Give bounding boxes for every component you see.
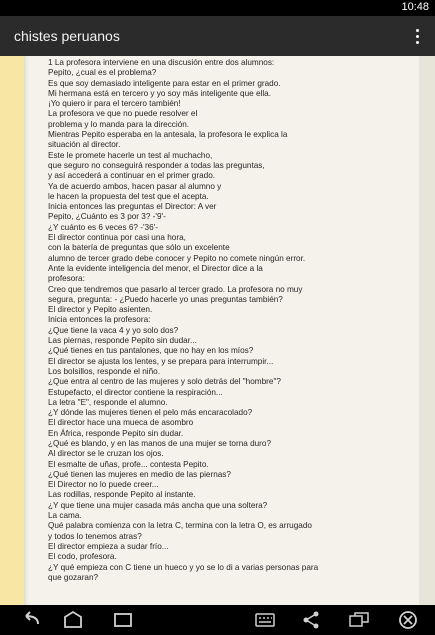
overflow-menu-icon[interactable] [407,24,429,48]
right-margin-strip [419,56,435,605]
action-bar [0,16,435,56]
status-time: 10:48 [401,1,429,13]
home-icon[interactable] [62,610,84,630]
app-title: chistes peruanos [14,28,120,44]
window-icon[interactable] [348,610,370,630]
recent-apps-icon[interactable] [112,610,134,630]
back-arrow-icon[interactable] [20,610,42,630]
content-area[interactable] [0,56,435,605]
navigation-bar [0,605,435,635]
status-bar [0,0,435,16]
close-circle-icon[interactable] [397,610,419,630]
keyboard-icon[interactable] [254,610,276,630]
joke-text: 1 La profesora interviene en una discusión entre dos alumnos: Pepito, ¿cual es el problema? Es que soy demasiado inteligente para estar en el primer grado. Mi hermana está en tercero y yo soy más inteligente que ella. ¡Yo quiero ir para el tercero también! La profesora ve que no puede resolver el problema y lo manda para la dirección. Mientras Pepito esperaba en la antesala, la profesora le explica la situación al director. Este le promete hacerle un test al muchacho, que seguro no conseguirá responder a todas las preguntas, y así accederá a continuar en el primer grado. Ya de acuerdo ambos, hacen pasar al alumno y le hacen la propuesta del test que el acepta. Inicia entonces las preguntas el Director: A ver Pepito, ¿Cuánto es 3 por 3? -'9'- ¿Y cuánto es 6 veces 6? -'36'- El director continua por casi una hora, con la batería de preguntas que sólo un excelente alumno de tercer grado debe conocer y Pepito no comete ningún error. Ante la evidente inteligencia del menor, el Director dice a la profesora: Creo que tendremos que pasarlo al tercer grado. La profesora no muy segura, pregunta: - ¿Puedo hacerle yo unas preguntas también? El director y Pepito asienten. Inicia entonces la profesora: ¿Que tiene la vaca 4 y yo solo dos? Las piernas, responde Pepito sin dudar... ¿Qué tienes en tus pantalones, que no hay en los míos? El director se ajusta los lentes, y se prepara para interrumpir... Los bolsillos, responde el niño. ¿Que entra al centro de las mujeres y solo detrás del "hombre"? Estupefacto, el director contiene la respiración... La letra "E", responde el alumno. ¿Y dónde las mujeres tienen el pelo más encaracolado? El director hace una mueca de asombro En África, responde Pepito sin dudar. ¿Qué es blando, y en las manos de una mujer se torna duro? Al director se le cruzan los ojos. El esmalte de uñas, profe... contesta Pepito. ¿Qué tienen las mujeres en medio de las piernas? El Director no lo puede creer... Las rodillas, responde Pepito al instante. ¿Y que tiene una mujer casada más ancha que una soltera? La cama. Qué palabra comienza con la letra C, termina con la letra O, es arrugado y todos lo tenemos atras? El director empieza a sudar frío... El codo, profesora. ¿Y qué empieza con C tiene un hueco y yo se lo di a varias personas para que gozaran? [48,58,319,582]
left-margin-strip [0,56,24,605]
share-icon[interactable] [300,610,322,630]
